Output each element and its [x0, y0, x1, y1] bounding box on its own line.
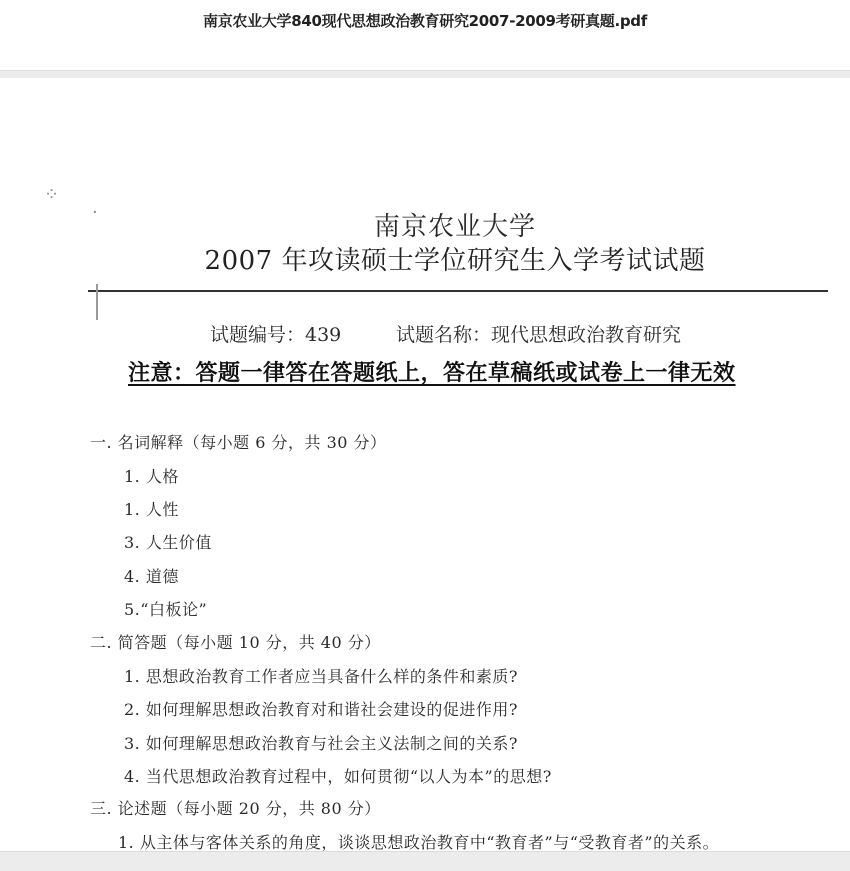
question-item: 4. 当代思想政治教育过程中，如何贯彻“以人为本”的思想? [124, 767, 552, 786]
question-item: 1. 从主体与客体关系的角度，谈谈思想政治教育中“教育者”与“受教育者”的关系。 [118, 833, 720, 851]
document-page[interactable] [0, 78, 850, 851]
exam-notice: 注意：答题一律答在答题纸上，答在草稿纸或试卷上一律无效 [128, 360, 736, 386]
viewer-footer [0, 851, 850, 871]
scan-artifact-mark: ⁘ [44, 184, 60, 205]
exam-title: 2007 年攻读硕士学位研究生入学考试试题 [204, 246, 706, 276]
question-item: 1. 人格 [124, 467, 179, 486]
section-heading: 三. 论述题（每小题 20 分，共 80 分） [90, 799, 381, 818]
question-item: 2. 如何理解思想政治教育对和谐社会建设的促进作用? [124, 700, 518, 719]
question-item: 5.“白板论” [124, 600, 208, 619]
question-item: 1. 人性 [124, 500, 179, 519]
question-item: 4. 道德 [124, 567, 179, 586]
exam-name: 试题名称：现代思想政治教育研究 [396, 324, 682, 346]
scan-artifact-mark: · [92, 202, 98, 223]
question-item: 3. 如何理解思想政治教育与社会主义法制之间的关系? [124, 734, 518, 753]
viewer-header [0, 0, 850, 70]
section-heading: 二. 简答题（每小题 10 分，共 40 分） [90, 633, 381, 652]
header-rule [88, 290, 828, 292]
exam-code: 试题编号：439 [210, 324, 342, 346]
question-item: 1. 思想政治教育工作者应当具备什么样的条件和素质? [124, 667, 518, 686]
university-name: 南京农业大学 [373, 212, 536, 242]
question-item: 3. 人生价值 [124, 533, 212, 552]
scan-artifact-line [96, 284, 98, 320]
section-heading: 一. 名词解释（每小题 6 分，共 30 分） [90, 433, 387, 452]
file-title: 南京农业大学840现代思想政治教育研究2007-2009考研真题.pdf [203, 12, 647, 30]
